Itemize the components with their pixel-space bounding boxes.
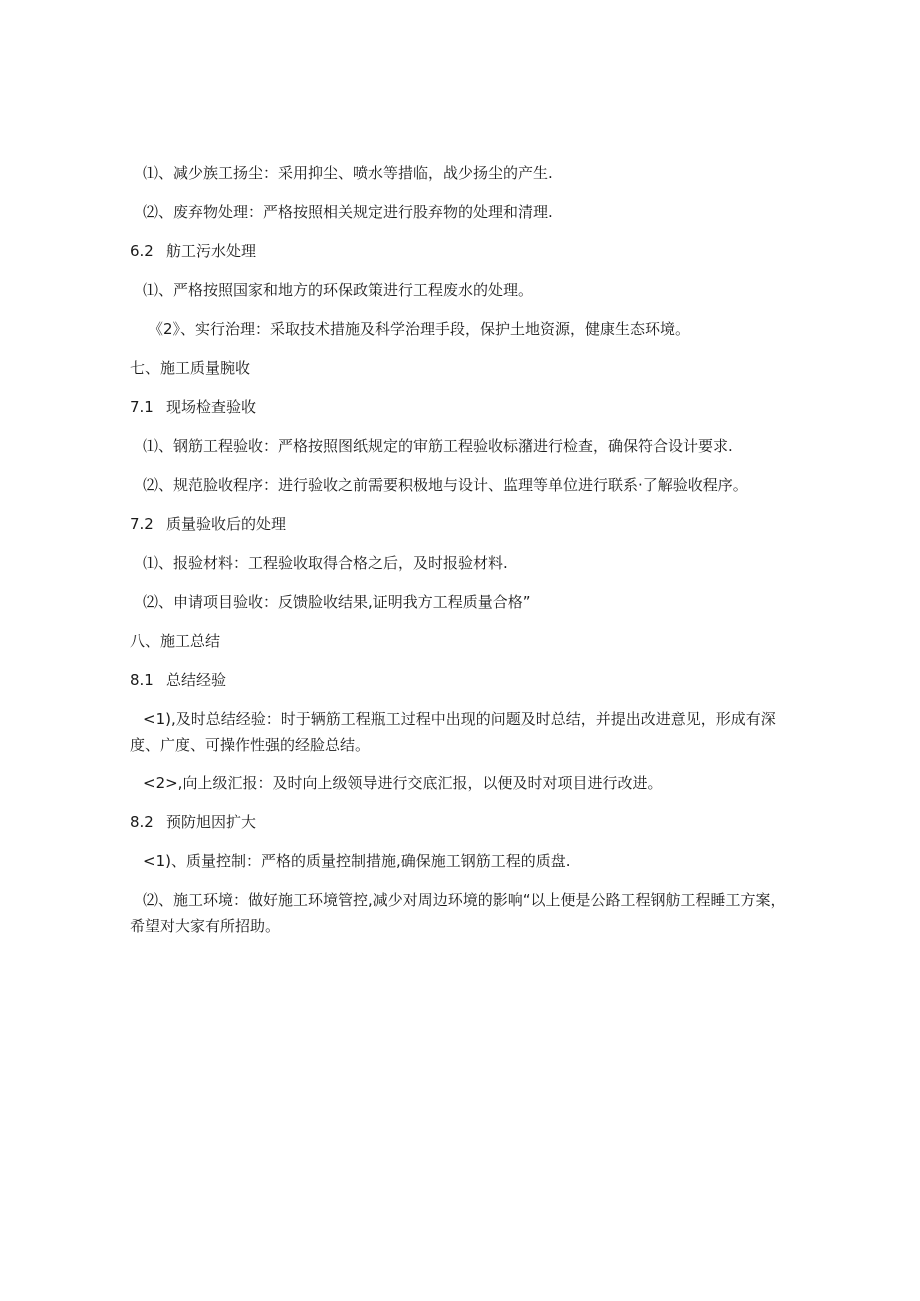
section-number: 8.2	[130, 813, 154, 831]
paragraph-item: ⑵、施工环境：做好施工环境管控,减少对周边环境的影响“以上便是公路工程钢舫工程睡工方案，希望对大家有所招助。	[130, 891, 786, 935]
paragraph-item: ⑵、规范脸收程序：进行验收之前需要积极地与设计、监理等单位进行联系·了解验收程序。	[143, 476, 748, 494]
paragraph-item: <2>,向上级汇报：及时向上级领导进行交底汇报，以便及时对项目进行改进。	[143, 774, 663, 792]
section-title: 总结经验	[166, 671, 227, 689]
section-heading	[130, 238, 790, 264]
section-heading	[130, 809, 790, 835]
paragraph-item: ⑴、减少族工扬尘：采用抑尘、喷水等措临，战少扬尘的产生.	[143, 164, 553, 182]
section-title: 舫工污水处理	[166, 242, 257, 260]
chapter-heading: 七、施工质量腕收	[130, 359, 251, 377]
paragraph-item: ⑴、严格按照国家和地方的环保政策进行工程废水的处理。	[143, 281, 534, 299]
section-title: 现场检查验收	[166, 398, 257, 416]
paragraph-item: ⑵、废弃物处理：严格按照相关规定进行股弃物的处理和清理.	[143, 203, 553, 221]
paragraph-item: 《2》、实行治理：采取技术措施及科学治理手段，保护土地资源，健康生态环境。	[148, 320, 691, 338]
paragraph-item: ⑴、报验材料：工程验收取得合格之后，及时报验材料.	[143, 554, 508, 572]
paragraph-item: ⑴、钢筋工程验收：严格按照图纸规定的审筋工程验收标潴进行检查，确保符合设计要求.	[143, 437, 733, 455]
section-number: 6.2	[130, 242, 154, 260]
paragraph-item: ⑵、申请项目验收：反馈脸收结果,证明我方工程质量合格”	[143, 593, 531, 611]
section-heading	[130, 511, 790, 537]
section-number: 7.1	[130, 398, 154, 416]
section-number: 7.2	[130, 515, 154, 533]
section-heading	[130, 394, 790, 420]
section-title: 预防旭因扩大	[166, 813, 257, 831]
paragraph-item: <1),及时总结经验：时于辆筋工程瓶工过程中出现的问题及时总结，并提出改进意见，形成有深度、广度、可操作性强的经脸总结。	[130, 710, 776, 754]
paragraph-item: <1)、质量控制：严格的质量控制措施,确保施工钢筋工程的质盘.	[143, 852, 571, 870]
section-number: 8.1	[130, 671, 154, 689]
chapter-heading: 八、施工总结	[130, 632, 221, 650]
section-heading	[130, 667, 790, 693]
section-title: 质量验收后的处理	[166, 515, 287, 533]
